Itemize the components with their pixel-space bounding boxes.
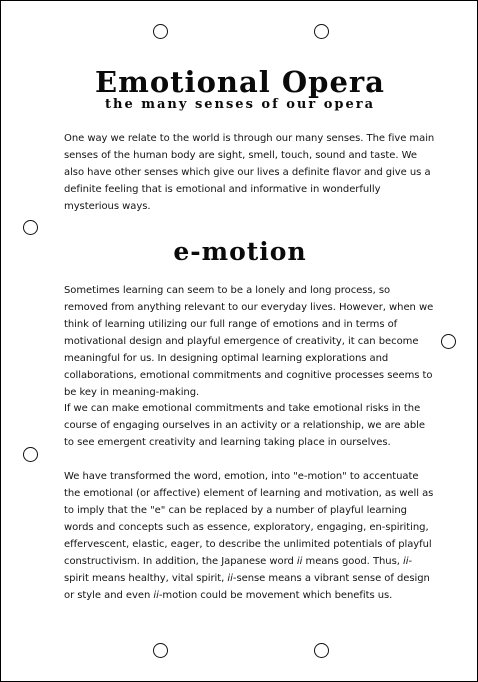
punch-hole-left-upper (23, 220, 38, 235)
paragraph-3-text: means good. Thus, (302, 556, 403, 567)
punch-hole-top-left (153, 24, 168, 39)
page-subtitle: the many senses of our opera (104, 97, 376, 112)
japanese-word-ii: ii (296, 556, 303, 567)
punch-hole-top-right (314, 24, 329, 39)
page-title: Emotional Opera (95, 65, 385, 99)
punch-hole-right-middle (441, 334, 456, 349)
paragraph-3-text: -spirit means healthy, vital spirit, (64, 556, 413, 584)
japanese-word-ii: ii (153, 590, 159, 601)
japanese-word-ii: ii (227, 573, 233, 584)
paragraph-3-text: -sense means a vibrant sense of design or style and even (64, 573, 430, 601)
paragraph-3-text: -motion could be movement which benefits us. (158, 590, 393, 601)
body-paragraph-2: If we can make emotional commitments and take emotional risks in the course of engaging ourselves in an activity or a relationship, we are able to see emergent creativity and learning taking place in ourselves. (64, 403, 425, 448)
japanese-word-ii: ii (403, 556, 409, 567)
punch-hole-left-lower (23, 447, 38, 462)
paragraph-3-text: We have transformed the word, emotion, into "e-motion" to accentuate the emotional (or affective) element of learning and motivation, as well as to imply that the "e" can be replaced by a number of playful learning words and concepts such as essence, exploratory, engaging, en-spiriting, effervescent, elastic, eager, to describe the unlimited potentials of playful constructivism. In addition, the Japanese word (64, 471, 434, 567)
body-paragraph-1: Sometimes learning can seem to be a lonely and long process, so removed from anything relevant to our everyday lives. However, when we think of learning utilizing our full range of emotions and in terms of motivational design and playful emergence of creativity, it can become meaningful for us. In designing optimal learning explorations and collaborations, emotional commitments and cognitive processes seems to be key in meaning-making. (64, 285, 434, 398)
body-paragraph-3 (64, 468, 436, 604)
section-heading: e-motion (173, 237, 307, 266)
punch-hole-bottom-right (314, 643, 329, 658)
punch-hole-bottom-left (153, 643, 168, 658)
intro-paragraph: One way we relate to the world is through our many senses. The five main senses of the human body are sight, smell, touch, sound and taste. We also have other senses which give our lives a definite flavor and give us a definite feeling that is emotional and informative in wonderfully mysterious ways. (64, 133, 435, 212)
